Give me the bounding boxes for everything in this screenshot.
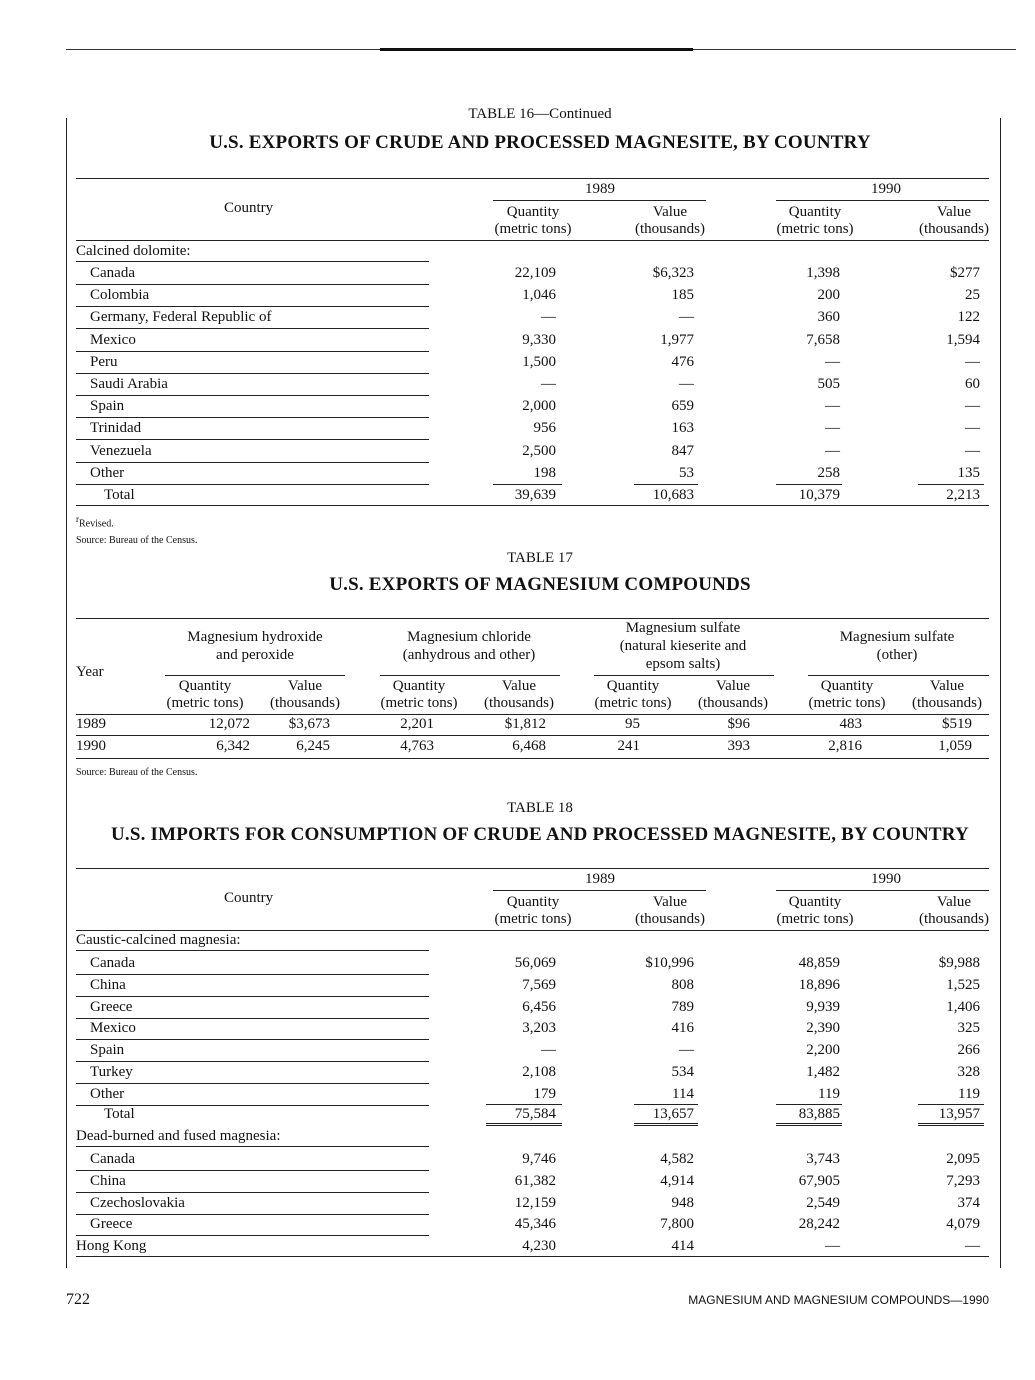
table17-header-rule — [76, 714, 989, 715]
cell-v90: 135 — [957, 464, 980, 481]
table18-qty89-label: Quantity — [506, 894, 560, 910]
cell-c7: 483 — [839, 716, 862, 732]
cell-c8: 1,059 — [938, 738, 972, 754]
cell-q89: — — [541, 1042, 556, 1059]
table18-val89-unit: (thousands) — [635, 911, 705, 927]
table17-group2-l1: Magnesium chloride — [407, 629, 531, 645]
table18-country-header: Country — [224, 890, 274, 906]
table18-top-rule — [76, 868, 989, 869]
table16-val90-label: Value — [936, 204, 972, 220]
country-label: Greece — [90, 998, 133, 1015]
table16-year-1989: 1989 — [585, 181, 615, 197]
cell-c8: $519 — [942, 716, 972, 732]
table18-last-v90: — — [965, 1238, 980, 1254]
table18-qty90-label: Quantity — [788, 894, 842, 910]
cell-v90: — — [965, 398, 980, 415]
table16-total-label: Total — [104, 487, 135, 503]
cell-q89: 9,330 — [522, 331, 556, 348]
val-unit: (thousands) — [698, 695, 768, 711]
country-label: Czechoslovakia — [90, 1194, 185, 1211]
cell-v89: 7,800 — [660, 1216, 694, 1233]
table16-top-rule — [76, 178, 989, 179]
table17-year-header: Year — [76, 664, 104, 680]
cell-v90: $277 — [950, 265, 980, 281]
cell-q89: 1,046 — [522, 287, 556, 304]
val-unit: (thousands) — [484, 695, 554, 711]
cell-v90: 122 — [957, 309, 980, 326]
cell-q90: — — [825, 420, 840, 437]
cell-q89: 12,159 — [514, 1194, 556, 1211]
cell-q90: 67,905 — [798, 1172, 840, 1189]
row-underline — [76, 484, 429, 485]
cell-v89: 948 — [671, 1194, 694, 1211]
cell-v89: 789 — [671, 998, 694, 1015]
table18-last-country: Hong Kong — [76, 1238, 147, 1254]
table16-qty89-label: Quantity — [506, 204, 560, 220]
table17-group4-span — [808, 675, 989, 676]
table18-section1-rule — [76, 950, 429, 951]
cell-q90: — — [825, 442, 840, 459]
cell-v89: 416 — [671, 1020, 694, 1037]
total1-q89-overline — [486, 1104, 562, 1105]
table18-section2-label: Dead-burned and fused magnesia: — [76, 1128, 281, 1144]
country-label: Trinidad — [90, 420, 142, 437]
country-label: Canada — [90, 265, 135, 281]
table18-total1-v90: 13,957 — [938, 1106, 980, 1122]
cell-c6: $96 — [727, 716, 750, 732]
cell-v90: — — [965, 442, 980, 459]
table17-group1-l2: and peroxide — [216, 647, 294, 663]
table18-qty89-unit: (metric tons) — [494, 911, 572, 927]
cell-v90: 60 — [965, 376, 980, 392]
cell-v89: — — [679, 309, 694, 326]
cell-v90: 7,293 — [946, 1172, 980, 1189]
cell-v89: 4,914 — [660, 1172, 694, 1189]
cell-q90: 119 — [818, 1085, 840, 1102]
table16-1989-span — [493, 200, 706, 201]
val-label: Value — [929, 678, 965, 694]
table18-year-1990: 1990 — [871, 871, 901, 887]
row-underline — [76, 351, 429, 352]
total1-v90-double-rule — [918, 1123, 984, 1126]
country-label: Peru — [90, 353, 118, 370]
val-unit: (thousands) — [912, 695, 982, 711]
cell-v90: — — [965, 420, 980, 437]
cell-c3: 2,201 — [400, 716, 434, 732]
row-underline — [76, 1192, 429, 1193]
table17-group4-l2: (other) — [876, 647, 918, 663]
year-cell: 1990 — [76, 738, 106, 754]
cell-v90: 4,079 — [946, 1216, 980, 1233]
country-label: Turkey — [90, 1064, 133, 1080]
table18-last-q89: 4,230 — [522, 1238, 556, 1254]
table16-qty89-unit: (metric tons) — [494, 221, 572, 237]
cell-q90: — — [825, 398, 840, 415]
cell-v90: 25 — [965, 287, 980, 304]
cell-c6: 393 — [727, 738, 750, 754]
row-underline — [76, 284, 429, 285]
cell-q90: 200 — [817, 287, 840, 304]
cell-q89: 61,382 — [514, 1172, 556, 1189]
cell-v90: 1,525 — [946, 976, 980, 993]
qty-unit: (metric tons) — [380, 695, 458, 711]
cell-v89: 1,977 — [660, 331, 694, 348]
table18-val90-label: Value — [936, 894, 972, 910]
val-label: Value — [287, 678, 323, 694]
table16-note — [76, 511, 114, 532]
table18-val90-unit: (thousands) — [919, 911, 989, 927]
cell-q89: 2,108 — [522, 1064, 556, 1080]
cell-q89: 198 — [533, 464, 556, 481]
cell-q89: 1,500 — [522, 353, 556, 370]
country-label: Other — [90, 464, 125, 481]
row-underline — [76, 996, 429, 997]
cell-v89: $10,996 — [645, 955, 694, 971]
cell-q89: 179 — [533, 1085, 556, 1102]
sum-rule-q89 — [493, 484, 562, 485]
country-label: Greece — [90, 1216, 133, 1233]
country-label: China — [90, 976, 126, 993]
cell-v89: — — [679, 1042, 694, 1059]
cell-v90: 1,406 — [946, 998, 980, 1015]
table18-title: U.S. IMPORTS FOR CONSUMPTION OF CRUDE AND PROCESSED MAGNESITE, BY COUNTRY — [111, 824, 969, 845]
cell-v89: 185 — [671, 287, 694, 304]
row-underline — [76, 1018, 429, 1019]
cell-v90: 119 — [958, 1085, 980, 1102]
cell-c4: $1,812 — [504, 716, 546, 732]
row-underline — [76, 462, 429, 463]
cell-v89: $6,323 — [652, 265, 694, 281]
cell-q89: 56,069 — [514, 955, 556, 971]
row-underline — [76, 439, 429, 440]
country-label: Saudi Arabia — [90, 376, 168, 392]
cell-q90: 18,896 — [798, 976, 840, 993]
cell-q89: 7,569 — [522, 976, 556, 993]
cell-v89: 476 — [671, 353, 694, 370]
table16-val89-label: Value — [652, 204, 688, 220]
table16-total-v89: 10,683 — [652, 487, 694, 503]
year-cell: 1989 — [76, 716, 106, 732]
table17-group2-l2: (anhydrous and other) — [402, 647, 536, 663]
cell-q90: 7,658 — [806, 331, 840, 348]
table18-total1-q90: 83,885 — [798, 1106, 840, 1122]
cell-v89: 808 — [671, 976, 694, 993]
table16-section-label: Calcined dolomite: — [76, 243, 191, 259]
country-label: Colombia — [90, 287, 150, 304]
table18-qty90-unit: (metric tons) — [776, 911, 854, 927]
table16-qty90-label: Quantity — [788, 204, 842, 220]
cell-v89: 659 — [671, 398, 694, 415]
cell-q89: 22,109 — [514, 265, 556, 281]
table17-group1-span — [165, 675, 345, 676]
cell-q90: 1,482 — [806, 1064, 840, 1080]
cell-v89: 163 — [671, 420, 694, 437]
row-underline — [76, 974, 429, 975]
cell-v89: 53 — [679, 464, 694, 481]
cell-q90: 28,242 — [798, 1216, 840, 1233]
table16-total-q89: 39,639 — [514, 487, 556, 503]
table16-header-rule — [76, 240, 989, 241]
cell-q89: 956 — [533, 420, 556, 437]
total1-v90-overline — [918, 1104, 984, 1105]
table18-1989-span — [493, 890, 706, 891]
row-underline — [76, 1170, 429, 1171]
cell-q90: 3,743 — [806, 1151, 840, 1167]
country-label: China — [90, 1172, 126, 1189]
table16-title: U.S. EXPORTS OF CRUDE AND PROCESSED MAGNESITE, BY COUNTRY — [209, 132, 871, 153]
table18-header-rule — [76, 930, 989, 931]
total1-q90-double-rule — [776, 1123, 842, 1126]
country-label: Spain — [90, 398, 125, 415]
table16-source: Source: Bureau of the Census. — [76, 535, 198, 546]
table16-total-q90: 10,379 — [798, 487, 840, 503]
table17-top-rule — [76, 618, 989, 619]
country-label: Other — [90, 1085, 125, 1102]
table16-caption: TABLE 16—Continued — [468, 106, 612, 122]
row-underline — [76, 1061, 429, 1062]
cell-c4: 6,468 — [512, 738, 546, 754]
table18-bottom-rule — [76, 1256, 989, 1257]
country-label: Canada — [90, 1151, 135, 1167]
sum-rule-v90 — [918, 484, 984, 485]
cell-v89: 534 — [671, 1064, 694, 1080]
table17-group4-l1: Magnesium sulfate — [839, 629, 955, 645]
table16-bottom-rule — [76, 505, 989, 506]
country-label: Spain — [90, 1042, 125, 1059]
cell-q90: 258 — [817, 464, 840, 481]
cell-c5: 241 — [617, 738, 640, 754]
top-rule-accent — [380, 48, 693, 51]
country-label: Mexico — [90, 1020, 136, 1037]
cell-q90: 2,200 — [806, 1042, 840, 1059]
cell-v90: 266 — [957, 1042, 980, 1059]
cell-c1: 6,342 — [216, 738, 250, 754]
row-underline — [76, 306, 429, 307]
table17-caption: TABLE 17 — [507, 550, 573, 566]
total1-q89-double-rule — [486, 1123, 562, 1126]
table17-bottom-rule — [76, 758, 989, 759]
val-label: Value — [501, 678, 537, 694]
table18-total1-v89: 13,657 — [652, 1106, 694, 1122]
cell-v89: 114 — [672, 1085, 694, 1102]
table18-caption: TABLE 18 — [507, 800, 573, 816]
cell-q90: — — [825, 353, 840, 370]
table16-section-rule — [76, 261, 429, 262]
row-rule — [76, 735, 989, 736]
table17-group3-l3: epsom salts) — [645, 656, 721, 672]
table18-val89-label: Value — [652, 894, 688, 910]
table16-country-header: Country — [224, 200, 274, 216]
cell-v89: 4,582 — [660, 1151, 694, 1167]
cell-v90: 1,594 — [946, 331, 980, 348]
cell-q89: — — [541, 376, 556, 392]
table16-total-v90: 2,213 — [946, 487, 980, 503]
cell-v90: — — [965, 353, 980, 370]
table18-total1-q89: 75,584 — [514, 1106, 556, 1122]
qty-label: Quantity — [606, 678, 660, 694]
cell-q89: — — [541, 309, 556, 326]
right-margin-line — [1000, 118, 1001, 1268]
table17-group3-l1: Magnesium sulfate — [625, 620, 741, 636]
table17-title: U.S. EXPORTS OF MAGNESIUM COMPOUNDS — [329, 574, 751, 595]
table18-total1-label: Total — [104, 1106, 135, 1122]
cell-q90: 48,859 — [798, 955, 840, 971]
cell-q89: 2,500 — [522, 442, 556, 459]
table18-section2-rule — [76, 1146, 429, 1147]
row-underline — [76, 1214, 429, 1215]
table16-qty90-unit: (metric tons) — [776, 221, 854, 237]
qty-label: Quantity — [820, 678, 874, 694]
table17-group3-span — [594, 675, 774, 676]
cell-q90: 1,398 — [806, 265, 840, 281]
row-underline — [76, 373, 429, 374]
table17-group2-span — [380, 675, 560, 676]
cell-c2: $3,673 — [288, 716, 330, 732]
row-underline — [76, 1083, 429, 1084]
left-margin-line — [66, 118, 67, 1268]
cell-v90: 328 — [957, 1064, 980, 1080]
cell-q90: 2,549 — [806, 1194, 840, 1211]
table17-group1-l1: Magnesium hydroxide — [187, 629, 323, 645]
val-label: Value — [715, 678, 751, 694]
table18-section1-label: Caustic-calcined magnesia: — [76, 932, 241, 948]
cell-c1: 12,072 — [208, 716, 250, 732]
row-underline — [76, 395, 429, 396]
running-title: MAGNESIUM AND MAGNESIUM COMPOUNDS—1990 — [688, 1293, 989, 1307]
cell-v90: 2,095 — [946, 1151, 980, 1167]
total1-v89-double-rule — [634, 1123, 698, 1126]
table17-source: Source: Bureau of the Census. — [76, 767, 198, 778]
cell-q90: 9,939 — [806, 998, 840, 1015]
row-underline — [76, 328, 429, 329]
revised-mark: r — [76, 514, 79, 524]
cell-q89: 9,746 — [522, 1151, 556, 1167]
table18-year-1989: 1989 — [585, 871, 615, 887]
revised-note-text: Revised. — [79, 518, 114, 530]
row-underline — [76, 417, 429, 418]
table16-1990-span — [776, 200, 989, 201]
country-label: Germany, Federal Republic of — [90, 309, 272, 326]
qty-unit: (metric tons) — [594, 695, 672, 711]
country-label: Venezuela — [90, 442, 152, 459]
table17-group3-l2: (natural kieserite and — [619, 638, 747, 654]
sum-rule-v89 — [634, 484, 698, 485]
cell-q89: 45,346 — [514, 1216, 556, 1233]
table16-val89-unit: (thousands) — [635, 221, 705, 237]
page-number: 722 — [66, 1291, 90, 1308]
cell-c2: 6,245 — [296, 738, 330, 754]
cell-v89: — — [679, 376, 694, 392]
qty-unit: (metric tons) — [808, 695, 886, 711]
cell-q89: 3,203 — [522, 1020, 556, 1037]
cell-v90: 374 — [957, 1194, 980, 1211]
total1-q90-overline — [776, 1104, 842, 1105]
total1-v89-overline — [634, 1104, 698, 1105]
qty-label: Quantity — [178, 678, 232, 694]
country-label: Mexico — [90, 331, 136, 348]
row-underline — [76, 1235, 429, 1236]
country-label: Canada — [90, 955, 135, 971]
table18-1990-span — [776, 890, 989, 891]
qty-label: Quantity — [392, 678, 446, 694]
cell-c7: 2,816 — [828, 738, 862, 754]
cell-q90: 360 — [817, 309, 840, 326]
table16-val90-unit: (thousands) — [919, 221, 989, 237]
cell-c5: 95 — [625, 716, 640, 732]
cell-q89: 6,456 — [522, 998, 556, 1015]
cell-v90: $9,988 — [938, 955, 980, 971]
sum-rule-q90 — [776, 484, 842, 485]
cell-v90: 325 — [957, 1020, 980, 1037]
table18-last-v89: 414 — [671, 1238, 694, 1254]
cell-q90: 2,390 — [806, 1020, 840, 1037]
cell-v89: 847 — [671, 442, 694, 459]
row-underline — [76, 1039, 429, 1040]
table16-year-1990: 1990 — [871, 181, 901, 197]
cell-c3: 4,763 — [400, 738, 434, 754]
cell-q90: 505 — [817, 376, 840, 392]
val-unit: (thousands) — [270, 695, 340, 711]
table18-last-q90: — — [825, 1238, 840, 1254]
qty-unit: (metric tons) — [166, 695, 244, 711]
cell-q89: 2,000 — [522, 398, 556, 415]
